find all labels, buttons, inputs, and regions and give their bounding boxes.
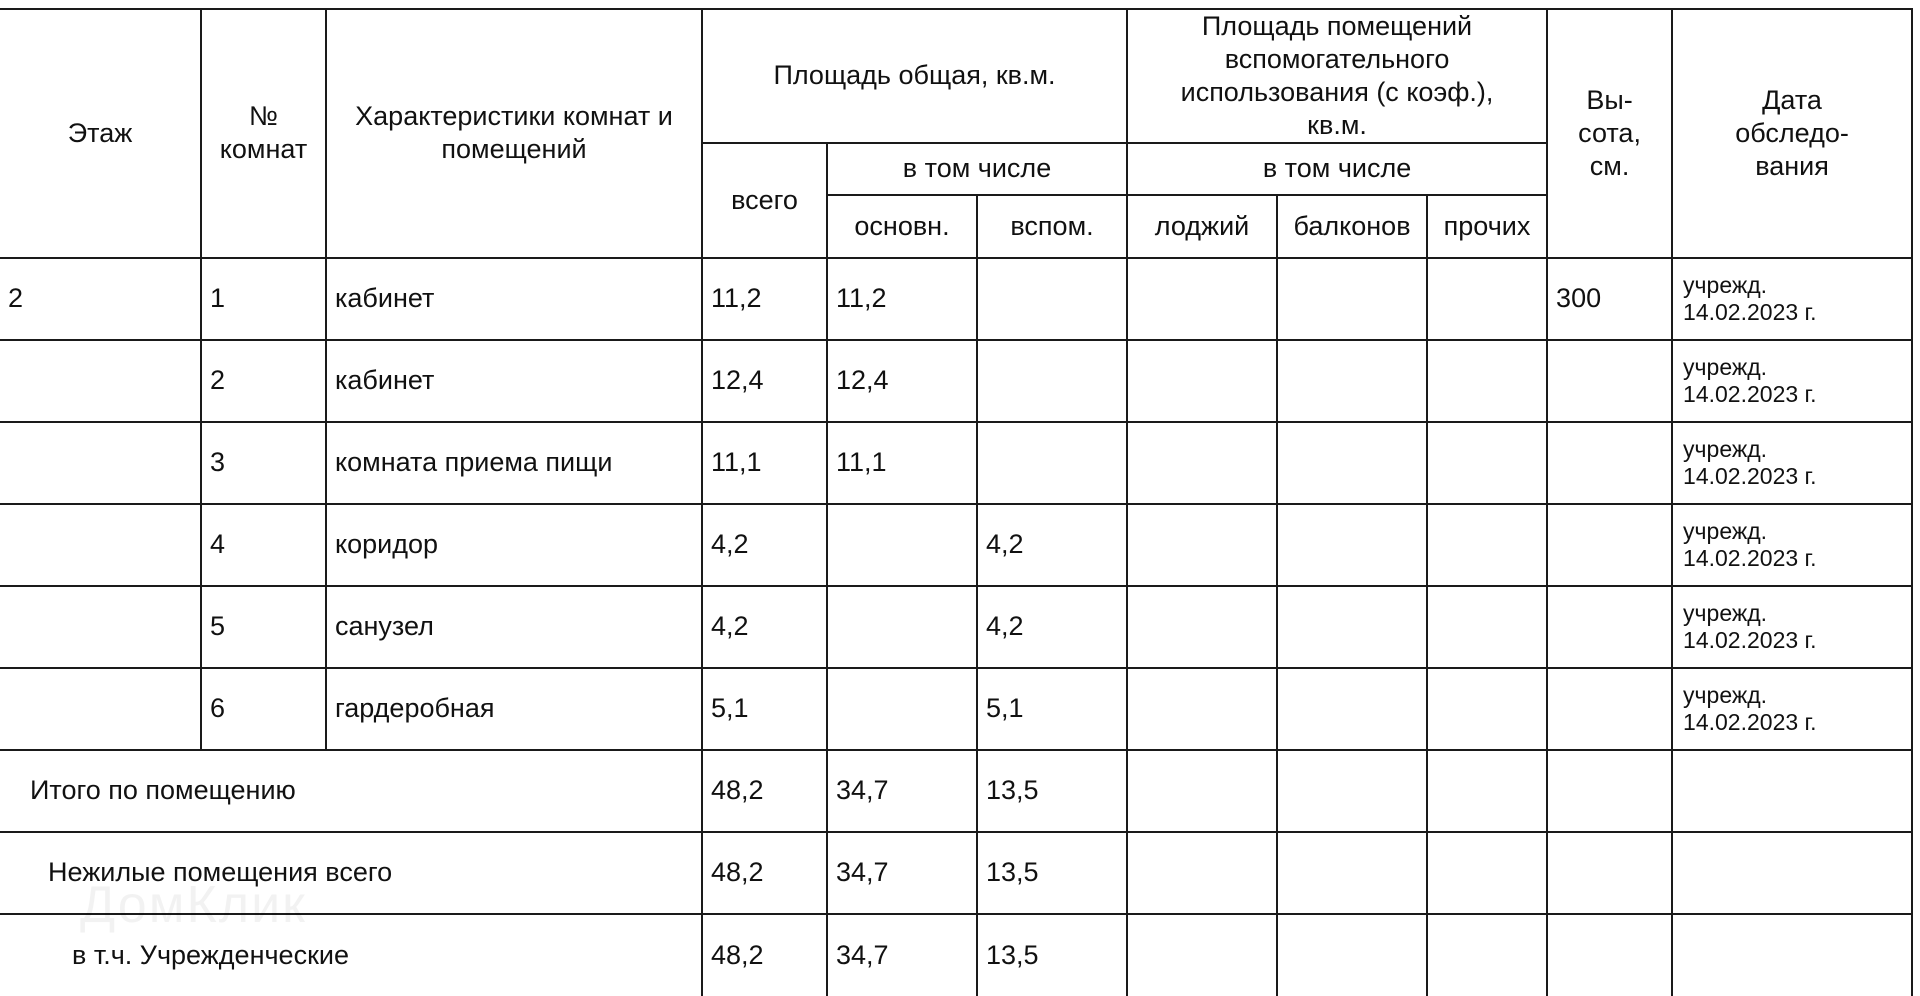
total-date (1672, 914, 1912, 996)
cell-loggias (1127, 586, 1277, 668)
total-all: 48,2 (702, 914, 827, 996)
cell-room-no: 1 (201, 258, 326, 340)
cell-room-no: 6 (201, 668, 326, 750)
total-date (1672, 750, 1912, 832)
cell-room-no: 2 (201, 340, 326, 422)
header-room-no: № комнат (201, 9, 326, 258)
cell-height (1547, 340, 1672, 422)
total-loggias (1127, 914, 1277, 996)
cell-aux (977, 258, 1127, 340)
cell-main (827, 586, 977, 668)
cell-balconies (1277, 422, 1427, 504)
cell-aux: 4,2 (977, 586, 1127, 668)
cell-name: кабинет (326, 340, 702, 422)
cell-floor (0, 668, 201, 750)
cell-floor: 2 (0, 258, 201, 340)
cell-aux: 4,2 (977, 504, 1127, 586)
total-label: Нежилые помещения всего (0, 832, 702, 914)
cell-balconies (1277, 668, 1427, 750)
room-area-table (0, 8, 1913, 996)
total-date (1672, 832, 1912, 914)
date-value: 14.02.2023 г. (1683, 462, 1817, 489)
total-aux: 13,5 (977, 832, 1127, 914)
cell-total: 11,2 (702, 258, 827, 340)
total-height (1547, 832, 1672, 914)
cell-loggias (1127, 668, 1277, 750)
cell-main (827, 504, 977, 586)
cell-room-no: 4 (201, 504, 326, 586)
date-type: учрежд. (1683, 272, 1768, 299)
cell-other (1427, 668, 1547, 750)
cell-aux (977, 340, 1127, 422)
header-main: основн. (827, 195, 977, 258)
cell-aux: 5,1 (977, 668, 1127, 750)
cell-name: санузел (326, 586, 702, 668)
total-main: 34,7 (827, 750, 977, 832)
cell-loggias (1127, 504, 1277, 586)
total-other (1427, 750, 1547, 832)
header-survey-date: Дата обследо-вания (1672, 9, 1912, 258)
total-aux: 13,5 (977, 750, 1127, 832)
cell-date (1672, 340, 1912, 422)
cell-height (1547, 586, 1672, 668)
cell-height (1547, 422, 1672, 504)
header-all: всего (702, 143, 827, 258)
header-characteristics: Характеристики комнат и помещений (326, 9, 702, 258)
total-label: в т.ч. Учрежденческие (0, 914, 702, 996)
header-total-area: Площадь общая, кв.м. (702, 9, 1127, 143)
total-main: 34,7 (827, 832, 977, 914)
header-balconies: балконов (1277, 195, 1427, 258)
watermark-logo: ДомКлик (80, 876, 307, 934)
header-loggias: лоджий (1127, 195, 1277, 258)
total-all: 48,2 (702, 750, 827, 832)
total-loggias (1127, 832, 1277, 914)
cell-total: 12,4 (702, 340, 827, 422)
total-aux: 13,5 (977, 914, 1127, 996)
total-loggias (1127, 750, 1277, 832)
total-balconies (1277, 914, 1427, 996)
total-row (0, 914, 1912, 996)
cell-name: коридор (326, 504, 702, 586)
cell-total: 4,2 (702, 586, 827, 668)
cell-date (1672, 504, 1912, 586)
cell-loggias (1127, 340, 1277, 422)
date-value: 14.02.2023 г. (1683, 380, 1817, 407)
header-row-1 (0, 9, 1912, 143)
total-balconies (1277, 832, 1427, 914)
total-balconies (1277, 750, 1427, 832)
table-row (0, 258, 1912, 340)
cell-room-no: 5 (201, 586, 326, 668)
cell-total: 5,1 (702, 668, 827, 750)
cell-loggias (1127, 258, 1277, 340)
header-height: Вы-сота, см. (1547, 9, 1672, 258)
total-other (1427, 914, 1547, 996)
table-row (0, 668, 1912, 750)
table-row (0, 504, 1912, 586)
total-other (1427, 832, 1547, 914)
cell-height: 300 (1547, 258, 1672, 340)
header-floor: Этаж (0, 9, 201, 258)
cell-floor (0, 504, 201, 586)
table-row (0, 422, 1912, 504)
total-row (0, 750, 1912, 832)
cell-floor (0, 340, 201, 422)
cell-main: 11,2 (827, 258, 977, 340)
header-aux-area: Площадь помещений вспомогательного использования (с коэф.), кв.м. (1127, 9, 1547, 143)
cell-date (1672, 258, 1912, 340)
cell-date (1672, 668, 1912, 750)
date-value: 14.02.2023 г. (1683, 298, 1817, 325)
total-main: 34,7 (827, 914, 977, 996)
header-aux: вспом. (977, 195, 1127, 258)
cell-height (1547, 504, 1672, 586)
date-type: учрежд. (1683, 354, 1768, 381)
cell-name: гардеробная (326, 668, 702, 750)
cell-balconies (1277, 258, 1427, 340)
cell-aux (977, 422, 1127, 504)
cell-date (1672, 422, 1912, 504)
total-height (1547, 750, 1672, 832)
cell-main: 11,1 (827, 422, 977, 504)
cell-total: 11,1 (702, 422, 827, 504)
total-height (1547, 914, 1672, 996)
cell-main (827, 668, 977, 750)
cell-balconies (1277, 586, 1427, 668)
cell-other (1427, 422, 1547, 504)
date-value: 14.02.2023 г. (1683, 626, 1817, 653)
table-row (0, 586, 1912, 668)
header-other: прочих (1427, 195, 1547, 258)
cell-room-no: 3 (201, 422, 326, 504)
date-type: учрежд. (1683, 518, 1768, 545)
cell-main: 12,4 (827, 340, 977, 422)
date-type: учрежд. (1683, 600, 1768, 627)
cell-date (1672, 586, 1912, 668)
cell-floor (0, 422, 201, 504)
date-type: учрежд. (1683, 436, 1768, 463)
cell-floor (0, 586, 201, 668)
cell-loggias (1127, 422, 1277, 504)
table-row (0, 340, 1912, 422)
cell-name: кабинет (326, 258, 702, 340)
cell-balconies (1277, 504, 1427, 586)
cell-name: комната приема пищи (326, 422, 702, 504)
total-label: Итого по помещению (0, 750, 702, 832)
total-row (0, 832, 1912, 914)
header-including-1: в том числе (827, 143, 1127, 195)
cell-other (1427, 586, 1547, 668)
header-including-2: в том числе (1127, 143, 1547, 195)
cell-height (1547, 668, 1672, 750)
cell-other (1427, 258, 1547, 340)
cell-total: 4,2 (702, 504, 827, 586)
cell-other (1427, 504, 1547, 586)
date-type: учрежд. (1683, 682, 1768, 709)
total-all: 48,2 (702, 832, 827, 914)
date-value: 14.02.2023 г. (1683, 544, 1817, 571)
cell-balconies (1277, 340, 1427, 422)
cell-other (1427, 340, 1547, 422)
date-value: 14.02.2023 г. (1683, 708, 1817, 735)
